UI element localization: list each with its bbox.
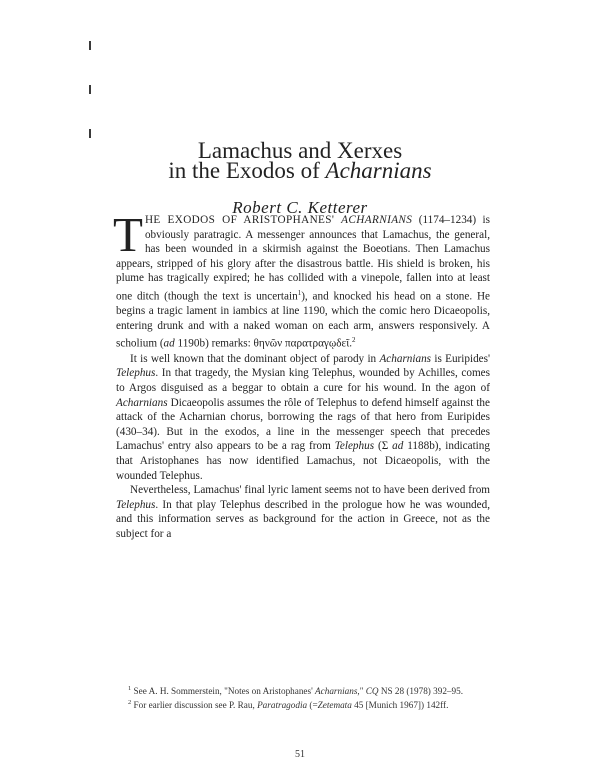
p3-text-a: Nevertheless, Lamachus' final lyric lament seems not to have been derived from (130, 484, 490, 497)
p2-acharnians-1: Acharnians (379, 352, 432, 365)
opening-small-caps-italic: ACHARNIANS (341, 214, 413, 226)
footnote-2 (116, 697, 490, 711)
footnote-1-text-a: See A. H. Sommerstein, "Notes on Aristophanes' (131, 686, 316, 697)
author-name: Robert C. Ketterer (232, 198, 368, 217)
p2-text-c: . In that tragedy, the Mysian king Telephus, wounded by Achilles, comes to Argos disguised as a beggar to obtain a cure for his wound. In the agon of (116, 367, 490, 394)
p1-ad: ad (163, 338, 175, 351)
paragraph-3 (116, 483, 490, 541)
opening-small-caps: HE EXODOS OF ARISTOPHANES' (144, 214, 342, 226)
p1-text-a: (1174–1234) is obviously paratragic. A messenger announces that Lamachus, the general, has been wounded in a skirmish against the Boeotians. Then Lamachus appears, stripped of his glory after the disastrous battle. His shield is broken, his plume has tragically expired; he has collided with a vinepole, fallen into at least one ditch (though the text is uncertain (116, 214, 491, 303)
p1-text-b: ), and knocked his head on a stone. He begins a tragic lament in iambics at line 1190, which the comic hero Dicaeopolis, entering drunk and with a naked woman on each arm, answers responsively. A scholium ( (116, 290, 490, 351)
drop-cap: T (113, 207, 143, 262)
margin-mark-2 (89, 85, 91, 94)
p3-telephus: Telephus (116, 498, 156, 511)
footnote-2-text-c: 45 [Munich 1967]) 142ff. (351, 700, 449, 711)
p2-text-a: It is well known that the dominant object of parody in (130, 352, 380, 365)
margin-mark-1 (89, 41, 91, 50)
p2-text-f: 1188b), indicating that Aristophanes has now identified Lamachus, not Dicaeopolis, with the wounded Telephus. (116, 440, 490, 482)
p2-text-b: is Euripides' (431, 352, 491, 365)
article-title-line-2 (0, 157, 600, 185)
footnote-1-text-b: ," (357, 686, 366, 697)
footnote-2-text-b: (= (307, 700, 318, 711)
footnote-2-number: 2 (128, 699, 132, 707)
page-number: 51 (295, 749, 305, 760)
footnotes (116, 683, 490, 712)
footnote-2-italic-1: Paratragodia (257, 700, 308, 711)
title-italic-acharnians: Acharnians (325, 158, 432, 183)
footnote-ref-2[interactable]: 2 (352, 336, 356, 345)
p2-telephus-1: Telephus (116, 367, 156, 380)
footnote-2-italic-2: Zetemata (317, 700, 352, 711)
p3-text-b: . In that play Telephus described in the prologue how he was wounded, and this information serves as background for the action in Greece, not as the subject for a (116, 498, 490, 540)
p2-text-d: Dicaeopolis assumes the rôle of Telephus to defend himself against the attack of the Acharnian chorus, borrowing the rags of that hero from Euripides (430–34). But in the exodos, a line in the messenger speech that precedes Lamachus' entry also appears to be a rag from (116, 396, 490, 453)
p2-acharnians-2: Acharnians (116, 396, 168, 409)
p2-ad: ad (392, 440, 404, 453)
title-line-1-text: Lamachus and Xerxes (197, 138, 403, 163)
footnote-1-text-c: NS 28 (1978) 392–95. (378, 686, 464, 697)
footnote-1-italic-1: Acharnians (315, 686, 358, 697)
footnote-2-text-a: For earlier discussion see P. Rau, (131, 700, 258, 711)
footnote-1-number: 1 (128, 685, 132, 692)
footnote-1 (116, 683, 490, 697)
p2-text-e: (Σ (374, 440, 393, 453)
footnote-1-italic-2: CQ (365, 686, 379, 697)
title-line-2-text: in the Exodos of (168, 158, 326, 183)
paragraph-2 (116, 352, 490, 483)
footnote-ref-1[interactable]: 1 (297, 288, 302, 297)
p2-telephus-2: Telephus (334, 440, 375, 453)
p1-text-c: 1190b) remarks: θηνῶν παρατραγῳδεῖ. (174, 338, 353, 351)
